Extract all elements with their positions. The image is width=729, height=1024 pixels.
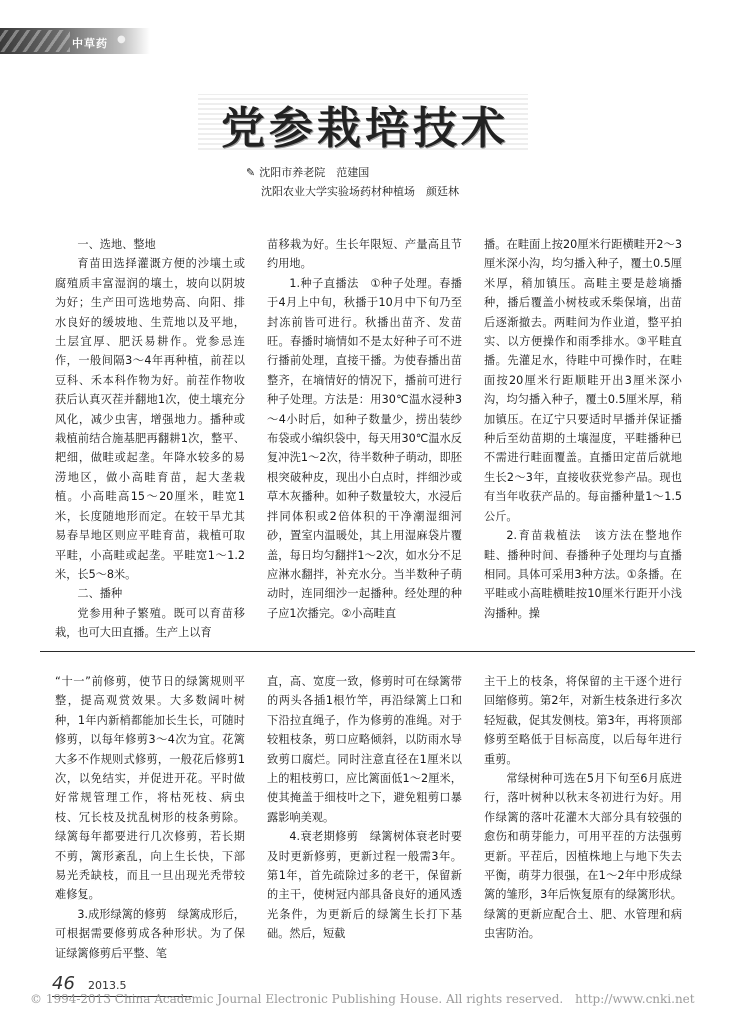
column-6 <box>484 672 682 944</box>
issue-label: 2013.5 <box>88 979 127 992</box>
paragraph: 直，高、宽度一致，修剪时可在绿篱带的两头各插1根竹竿，再沿绿篱上口和下沿拉直绳子，作为修剪的准绳。对于较粗枝条，剪口应略倾斜，以防雨水导致剪口腐烂。同时注意直径在1厘米以上的粗枝剪口，应比篱面低1～2厘米，使其掩盖于细枝叶之下，避免粗剪口暴露影响美观。 <box>267 675 462 824</box>
paragraph: 主干上的枝条，将保留的主干逐个进行回缩修剪。第2年，对新生枝条进行多次轻短截，促其发侧枝。第3年，再将顶部修剪至略低于目标高度，以后每年进行重剪。 <box>484 675 682 766</box>
article-title: 党参栽培技术 <box>221 103 509 154</box>
paragraph: 1.种子直播法 ①种子处理。春播于4月上中旬，秋播于10月中下旬乃至封冻前皆可进行。秋播出苗齐、发苗旺。春播时墒情如不是太好种子可不进行播前处理，直接干播。为使春播出苗整齐，在墒情好的情况下，播前可进行种子处理。方法是：用30℃温水浸种3～4小时后，如种子数量少，捞出装纱布袋或小编织袋中，每天用30℃温水反复冲洗1～2次，待半数种子萌动，即胚根突破种皮，现出小白点时，拌细沙或草木灰播种。如种子数量较大，水浸后拌同体积或2倍体积的干净潮湿细河砂，置室内温暖处，其上用湿麻袋片覆盖，每日均匀翻拌1～2次，如水分不足应淋水翻拌，补充水分。当半数种子萌动时，连同细沙一起播种。经处理的种子应1次播完。②小高畦直 <box>267 276 462 620</box>
column-3 <box>484 235 682 623</box>
paragraph: 播。在畦面上按20厘米行距横畦开2～3厘米深小沟，均匀播入种子，覆土0.5厘米厚，稍加镇压。高畦主要是趁墒播种，播后覆盖小树枝或禾柴保墒，出苗后逐渐撤去。两畦间为作业道，整平拍实、以方便操作和雨季排水。③平畦直播。先灌足水，待畦中可操作时，在畦面按20厘米行距顺畦开出3厘米深小沟，均匀播入种子，覆土0.5厘米厚，稍加镇压。在辽宁只要适时早播并保证播种后至幼苗期的土壤湿度，平畦播种已不需进行畦面覆盖。直播田定苗后就地生长2～3年，直接收获党参产品。现也有当年收获产品的。每亩播种量1～1.5公斤。 <box>484 238 682 523</box>
section-bullet-icon: ● <box>117 34 126 45</box>
author-line-2: 沈阳农业大学实验场药材种植场 颜廷林 <box>261 185 459 198</box>
column-4 <box>55 672 245 963</box>
paragraph: “十一”前修剪，使节日的绿篱规则平整，提高观赏效果。大多数阔叶树种，1年内新梢都能加长生长，可随时修剪，以每年修剪3～4次为宜。花篱大多不作规则式修剪，一般花后修剪1次，以免结实，并促进开花。平时做好常规管理工作，将枯死枝、病虫枝、冗长枝及扰乱树形的枝条剪除。绿篱每年都要进行几次修剪，若长期不剪，篱形紊乱，向上生长快，下部易光秃缺枝，而且一旦出现光秃带较难修复。 <box>55 675 245 902</box>
column-2 <box>267 235 462 623</box>
header-stripe-decoration <box>0 30 70 52</box>
author-line-1: 沈阳市养老院 范建国 <box>259 166 370 179</box>
paragraph: 3.成形绿篱的修剪 绿篱成形后，可根据需要修剪成各种形状。为了保证绿篱修剪后平整、笔 <box>55 907 245 960</box>
paragraph: 2.育苗栽植法 该方法在整地作畦、播种时间、春播种子处理均与直播相同。具体可采用3种方法。①条播。在平畦或小高畦横畦按10厘米行距开小浅沟播种。操 <box>484 529 682 620</box>
heading-site-selection: 一、选地、整地 <box>77 238 156 251</box>
column-1 <box>55 235 245 643</box>
paragraph: 苗移栽为好。生长年限短、产量高且节约用地。 <box>267 238 462 271</box>
article-divider <box>40 651 695 652</box>
author-block <box>246 163 459 201</box>
pen-icon: ✎ <box>246 166 256 179</box>
paragraph: 党参用种子繁殖。既可以育苗移栽，也可大田直播。生产上以育 <box>55 606 245 640</box>
paragraph: 4.衰老期修剪 绿篱树体衰老时要及时更新修剪，更新过程一般需3年。第1年，首先疏除过多的老干，保留新的主干，使树冠内部具备良好的通风透光条件，为更新后的绿篱生长打下基础。然后，短截 <box>267 830 462 941</box>
section-tag: 中草药 <box>72 37 108 50</box>
paragraph: 育苗田选择灌溉方便的沙壤土或腐殖质丰富湿润的壤土，坡向以阴坡为好；生产田可选地势高、向阳、排水良好的缓坡地、生荒地以及平地，土层宜厚、肥沃易耕作。党参忌连作，一般间隔3～4年再种植，前茬以豆科、禾本科作物为好。前茬作物收获后认真灭茬并翻地1次，使土壤充分风化，减少虫害，增强地力。播种或栽植前结合施基肥再翻耕1次，整平、耙细，做畦或起垄。年降水较多的易涝地区，做小高畦育苗，起大垄栽植。小高畦高15～20厘米，畦宽1米，长度随地形而定。在较干旱尤其易春旱地区则应平畦育苗，栽植可取平畦，小高畦或起垄。平畦宽1～1.2米，长5～8米。 <box>55 257 245 581</box>
heading-sowing: 二、播种 <box>77 587 123 601</box>
column-5 <box>267 672 462 944</box>
copyright-watermark: © 1994-2013 China Academic Journal Electronic Publishing House. All rights reserved. http://www.cnki.net <box>30 992 695 1006</box>
page-number: 46 <box>52 973 75 994</box>
paragraph: 常绿树种可选在5月下旬至6月底进行，落叶树种以秋末冬初进行为好。用作绿篱的落叶花灌木大部分具有较强的愈伤和萌芽能力，可用平茬的方法强剪更新。平茬后，因植株地上与地下失去平衡，萌芽力很强，在1～2年中形成绿篱的雏形，3年后恢复原有的绿篱形状。绿篱的更新应配合土、肥、水管理和病虫害防治。 <box>484 772 682 941</box>
